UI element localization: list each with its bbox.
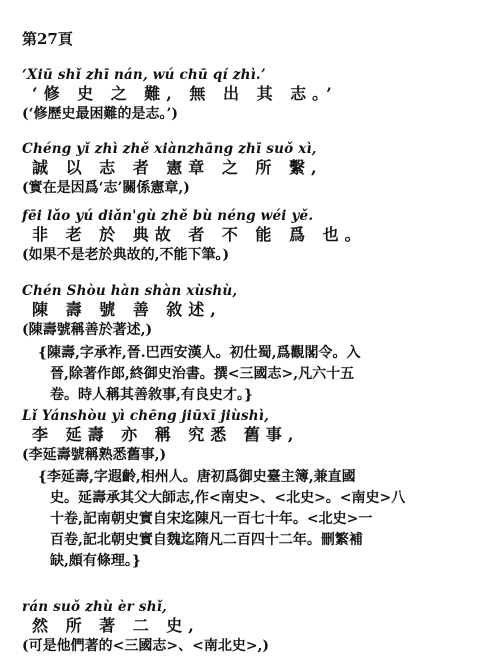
chinese-line: 陳 壽 號 善 敘述,: [32, 300, 222, 319]
chinese-line: 然 所 著 二 史,: [32, 616, 200, 635]
gloss-line: (實在是因爲‘志’關係憲章,): [22, 180, 190, 196]
pinyin-line: Chéng yǐ zhì zhě xiànzhāng zhī suǒ xì,: [22, 141, 317, 157]
note-line: 卷。時人稱其善敘事,有良史才。}: [50, 387, 253, 403]
entry-4: [22, 282, 492, 340]
gloss-line: (‘修歷史最困難的是志。’): [22, 106, 178, 122]
entry-5: [22, 407, 492, 465]
chinese-line: 非 老 於 典故 者 不 能 爲 也。: [32, 225, 367, 244]
pinyin-line: Chén Shòu hàn shàn xùshù,: [22, 283, 238, 299]
gloss-line: (李延壽號稱熟悉舊事,): [22, 447, 167, 463]
chinese-line: 李 延壽 亦 稱 究悉 舊事,: [32, 425, 300, 444]
note-line: 十卷,記南朝史實自宋迄陳凡一百七十年。<北史>一: [50, 511, 373, 527]
note-line: 百卷,記北朝史實自魏迄隋凡二百四十二年。刪繁補: [50, 532, 363, 548]
pinyin-line: ‘Xiū shǐ zhī nán, wú chū qí zhì.’: [22, 67, 266, 83]
gloss-line: (可是他們著的<三國志>、<南北史>,): [22, 638, 270, 654]
pinyin-line: Lǐ Yánshòu yì chēng jiūxī jiùshì,: [22, 408, 270, 424]
gloss-line: (如果不是老於典故的,不能下筆。): [22, 247, 230, 263]
chinese-line: 誠 以 志 者 憲章 之 所 繫,: [32, 158, 323, 177]
entry-6: [22, 598, 492, 656]
page-number-label: 第27頁: [22, 30, 73, 48]
biography-note-li-yanshou: [38, 467, 490, 572]
entry-1: [22, 66, 492, 124]
entry-2: [22, 140, 492, 198]
gloss-line: (陳壽號稱善於著述,): [22, 322, 153, 338]
entry-3: [22, 207, 492, 265]
pinyin-line: rán suǒ zhù èr shǐ,: [22, 599, 167, 615]
chinese-line: ‘修 史 之 難, 無 出 其 志。’: [32, 84, 338, 103]
note-line: 晉,除著作郎,終御史治書。撰<三國志>,凡六十五: [50, 366, 355, 382]
note-line: {陳壽,字承祚,晉.巴西安漢人。初仕蜀,爲觀閣令。入: [38, 345, 361, 361]
note-line: 缺,頗有條理。}: [50, 553, 141, 569]
biography-note-chen-shou: [38, 343, 490, 406]
note-line: {李延壽,字遐齡,相州人。唐初爲御史臺主簿,兼直國: [38, 469, 356, 485]
pinyin-line: fēi lǎo yú diǎn'gù zhě bù néng wéi yě.: [22, 208, 314, 224]
note-line: 史。延壽承其父大師志,作<南史>、<北史>。<南史>八: [50, 490, 406, 506]
